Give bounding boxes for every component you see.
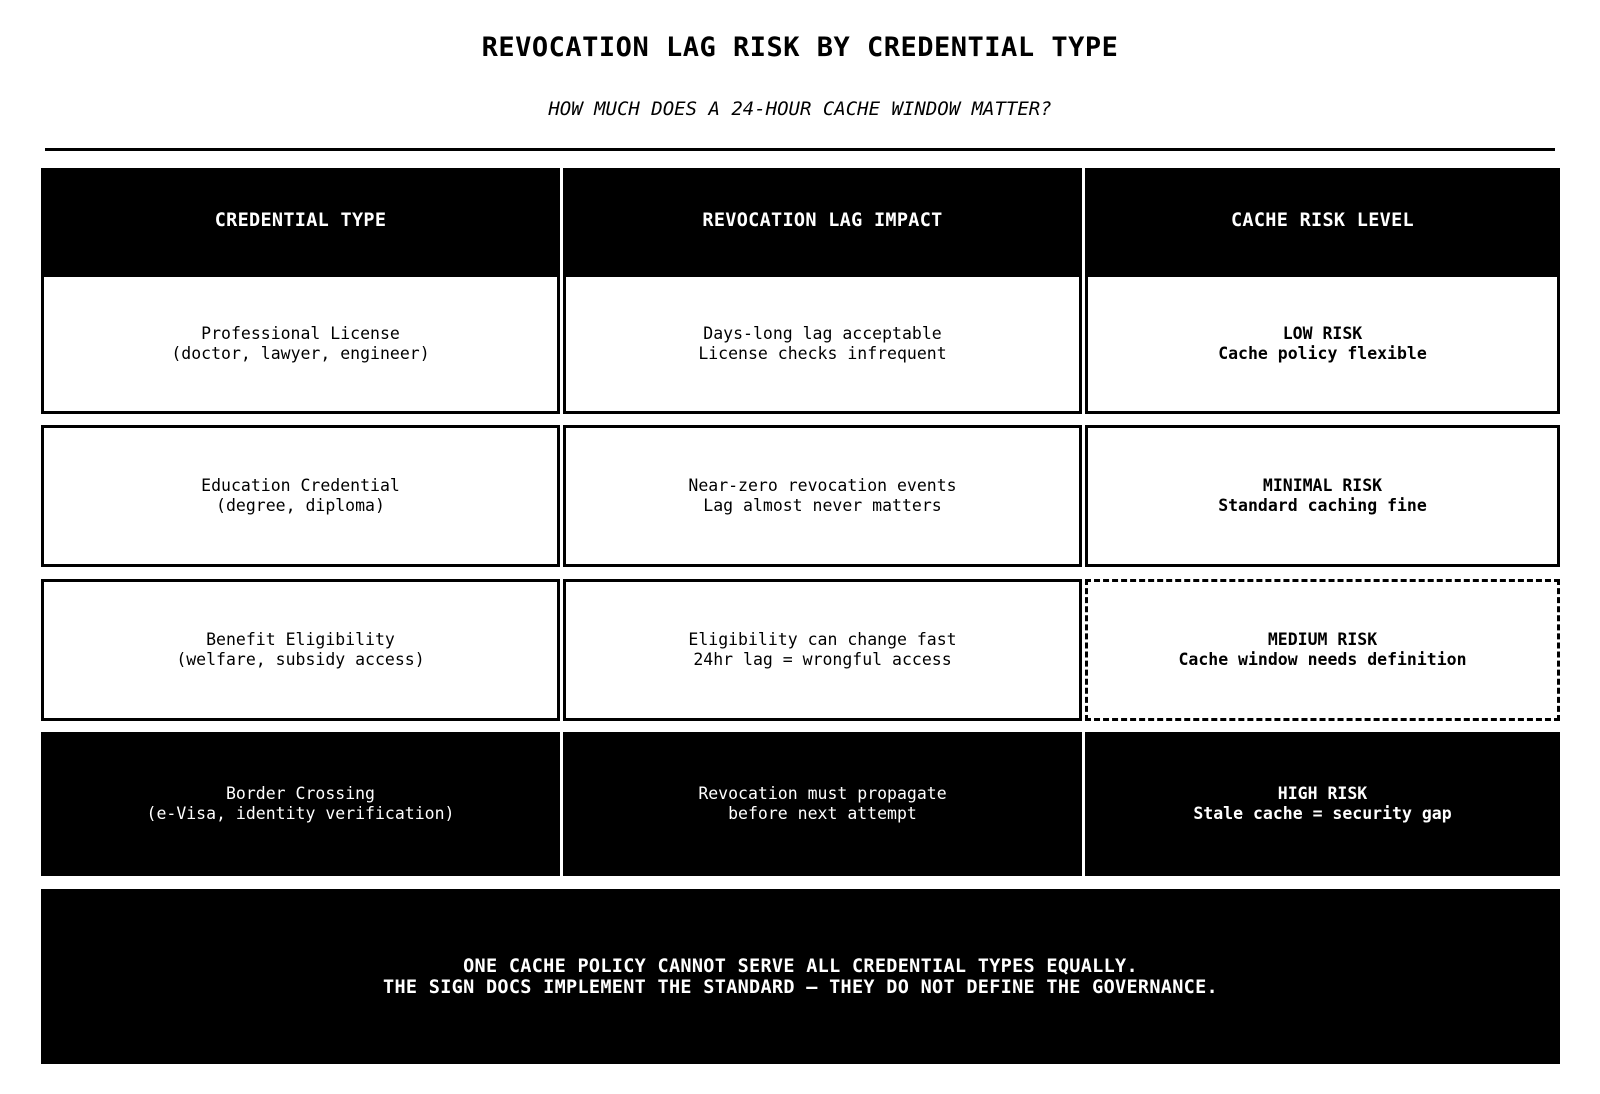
- row-2-impact-text: Near-zero revocation events Lag almost never matters: [688, 476, 957, 515]
- title-divider: [45, 148, 1555, 151]
- row-1-impact-cell: [563, 274, 1082, 414]
- row-4-impact-text: Revocation must propagate before next attempt: [698, 784, 947, 823]
- row-1-credential-text: Professional License (doctor, lawyer, engineer): [171, 324, 430, 363]
- header-revocation-lag-impact-label: REVOCATION LAG IMPACT: [702, 210, 943, 231]
- row-2-risk-text: MINIMAL RISK Standard caching fine: [1218, 476, 1427, 515]
- row-4-risk-text: HIGH RISK Stale cache = security gap: [1193, 784, 1452, 823]
- row-1-risk-text: LOW RISK Cache policy flexible: [1218, 324, 1427, 363]
- row-1-impact-text: Days-long lag acceptable License checks infrequent: [698, 324, 947, 363]
- row-3-risk-cell: [1085, 579, 1560, 721]
- row-2-risk-cell: [1085, 425, 1560, 567]
- diagram-title: REVOCATION LAG RISK BY CREDENTIAL TYPE: [481, 32, 1119, 63]
- row-3-impact-text: Eligibility can change fast 24hr lag = wrongful access: [688, 630, 957, 669]
- row-4-risk-cell: [1085, 732, 1560, 876]
- footer-banner: [41, 889, 1560, 1064]
- row-4-credential-text: Border Crossing (e-Visa, identity verification): [146, 784, 455, 823]
- row-2-credential-cell: [41, 425, 560, 567]
- footer-text: ONE CACHE POLICY CANNOT SERVE ALL CREDENTIAL TYPES EQUALLY. THE SIGN DOCS IMPLEMENT THE STANDARD — THEY DO NOT DEFINE THE GOVERNANCE.: [383, 955, 1218, 998]
- row-4-credential-cell: [41, 732, 560, 876]
- row-3-credential-cell: [41, 579, 560, 721]
- header-revocation-lag-impact: [563, 168, 1082, 274]
- row-4-impact-cell: [563, 732, 1082, 876]
- row-1-risk-cell: [1085, 274, 1560, 414]
- header-cache-risk-level-label: CACHE RISK LEVEL: [1230, 210, 1414, 231]
- row-2-credential-text: Education Credential (degree, diploma): [201, 476, 400, 515]
- row-1-credential-cell: [41, 274, 560, 414]
- row-3-impact-cell: [563, 579, 1082, 721]
- header-credential-type: [41, 168, 560, 274]
- row-3-risk-text: MEDIUM RISK Cache window needs definition: [1178, 630, 1467, 669]
- header-credential-type-label: CREDENTIAL TYPE: [214, 210, 387, 231]
- header-cache-risk-level: [1085, 168, 1560, 274]
- row-2-impact-cell: [563, 425, 1082, 567]
- row-3-credential-text: Benefit Eligibility (welfare, subsidy access): [176, 630, 425, 669]
- diagram-subtitle: HOW MUCH DOES A 24-HOUR CACHE WINDOW MATTER?: [548, 98, 1052, 120]
